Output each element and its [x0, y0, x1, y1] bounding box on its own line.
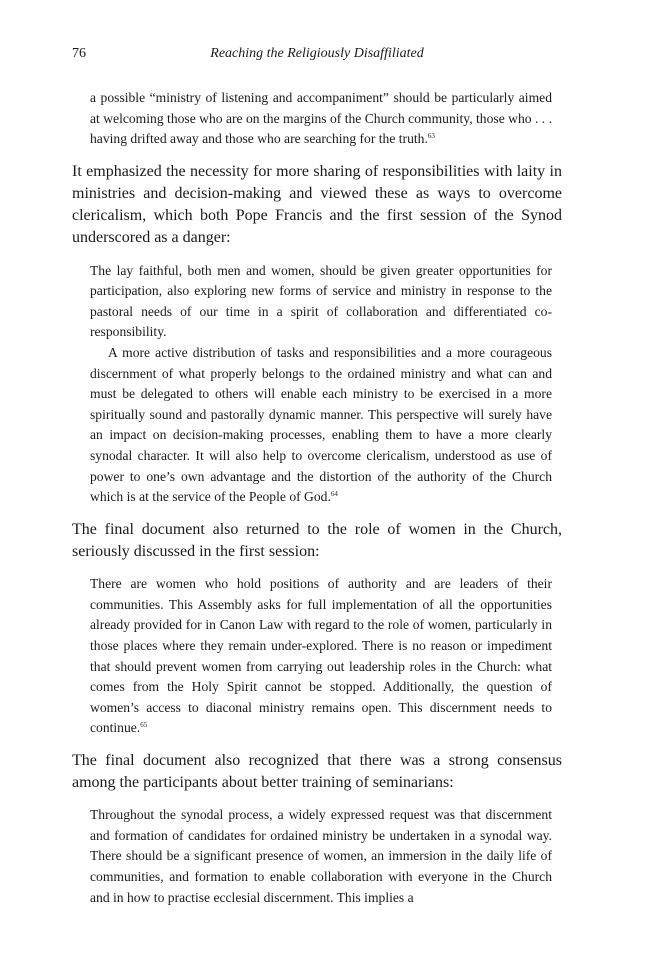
- footnote-ref[interactable]: 65: [140, 721, 148, 730]
- running-title: Reaching the Religiously Disaffiliated: [210, 46, 424, 61]
- body-paragraph-2: The final document also returned to the role of women in the Church, seriously discussed in the first session:: [72, 520, 562, 560]
- quote-paragraph: A more active distribution of tasks and responsibilities and a more courageous discernment of what properly belongs to the ordained ministry and what can and must be delegated to others will enable each ministry to be exercised in a more spiritually sound and pastorally dynamic manner. This perspective will surely have an impact on decision-making processes, enabling them to have a more clearly synodal character. It will also help to overcome clericalism, understood as use of power to one’s own advantage and the distortion of the authority of the Church which is at the service of the People of God.$^{64}$: [90, 344, 552, 505]
- body-paragraph-1: It emphasized the necessity for more sharing of responsibilities with laity in ministries and decision-making and viewed these as ways to overcome clericalism, which both Pope Francis and the first session of the Synod underscored as a danger:: [72, 162, 562, 247]
- block-quote-4: [90, 805, 552, 908]
- quote-paragraph: The lay faithful, both men and women, should be given greater opportunities for participation, also exploring new forms of service and ministry in response to the pastoral needs of our time in a spirit of collaboration and differentiated co-responsibility.: [90, 262, 552, 340]
- footnote-ref[interactable]: 63: [427, 132, 435, 141]
- block-quote-1: [90, 88, 552, 150]
- quote-paragraph: Throughout the synodal process, a widely expressed request was that discernment and formation of candidates for ordained ministry be undertaken in a synodal way. There should be a significant presence of women, an immersion in the daily life of communities, and formation to enable collaboration with everyone in the Church and in how to practise ecclesial discernment. This implies a: [90, 807, 552, 905]
- quote-paragraph: a possible “ministry of listening and accompaniment” should be particularly aimed at welcoming those who are on the margins of the Church community, those who . . . having drifted away and those who are searching for the truth.$^{63}$: [90, 90, 552, 147]
- block-quote-2: [90, 261, 552, 508]
- footnote-ref[interactable]: 64: [330, 490, 338, 499]
- page-number: 76: [72, 46, 86, 61]
- body-paragraph-3: The final document also recognized that there was a strong consensus among the participants about better training of seminarians:: [72, 751, 562, 792]
- quote-paragraph: There are women who hold positions of authority and are leaders of their communities. This Assembly asks for full implementation of all the opportunities already provided for in Canon Law with regard to the role of women, particularly in those places where they remain under-explored. There is no reason or impediment that should prevent women from carrying out leadership roles in the Church: what comes from the Holy Spirit cannot be stopped. Additionally, the question of women’s access to diaconal ministry remains open. This discernment needs to continue.$^{65}$: [90, 576, 552, 736]
- page-body: [72, 88, 562, 908]
- page-header: [72, 46, 562, 66]
- block-quote-3: [90, 574, 552, 739]
